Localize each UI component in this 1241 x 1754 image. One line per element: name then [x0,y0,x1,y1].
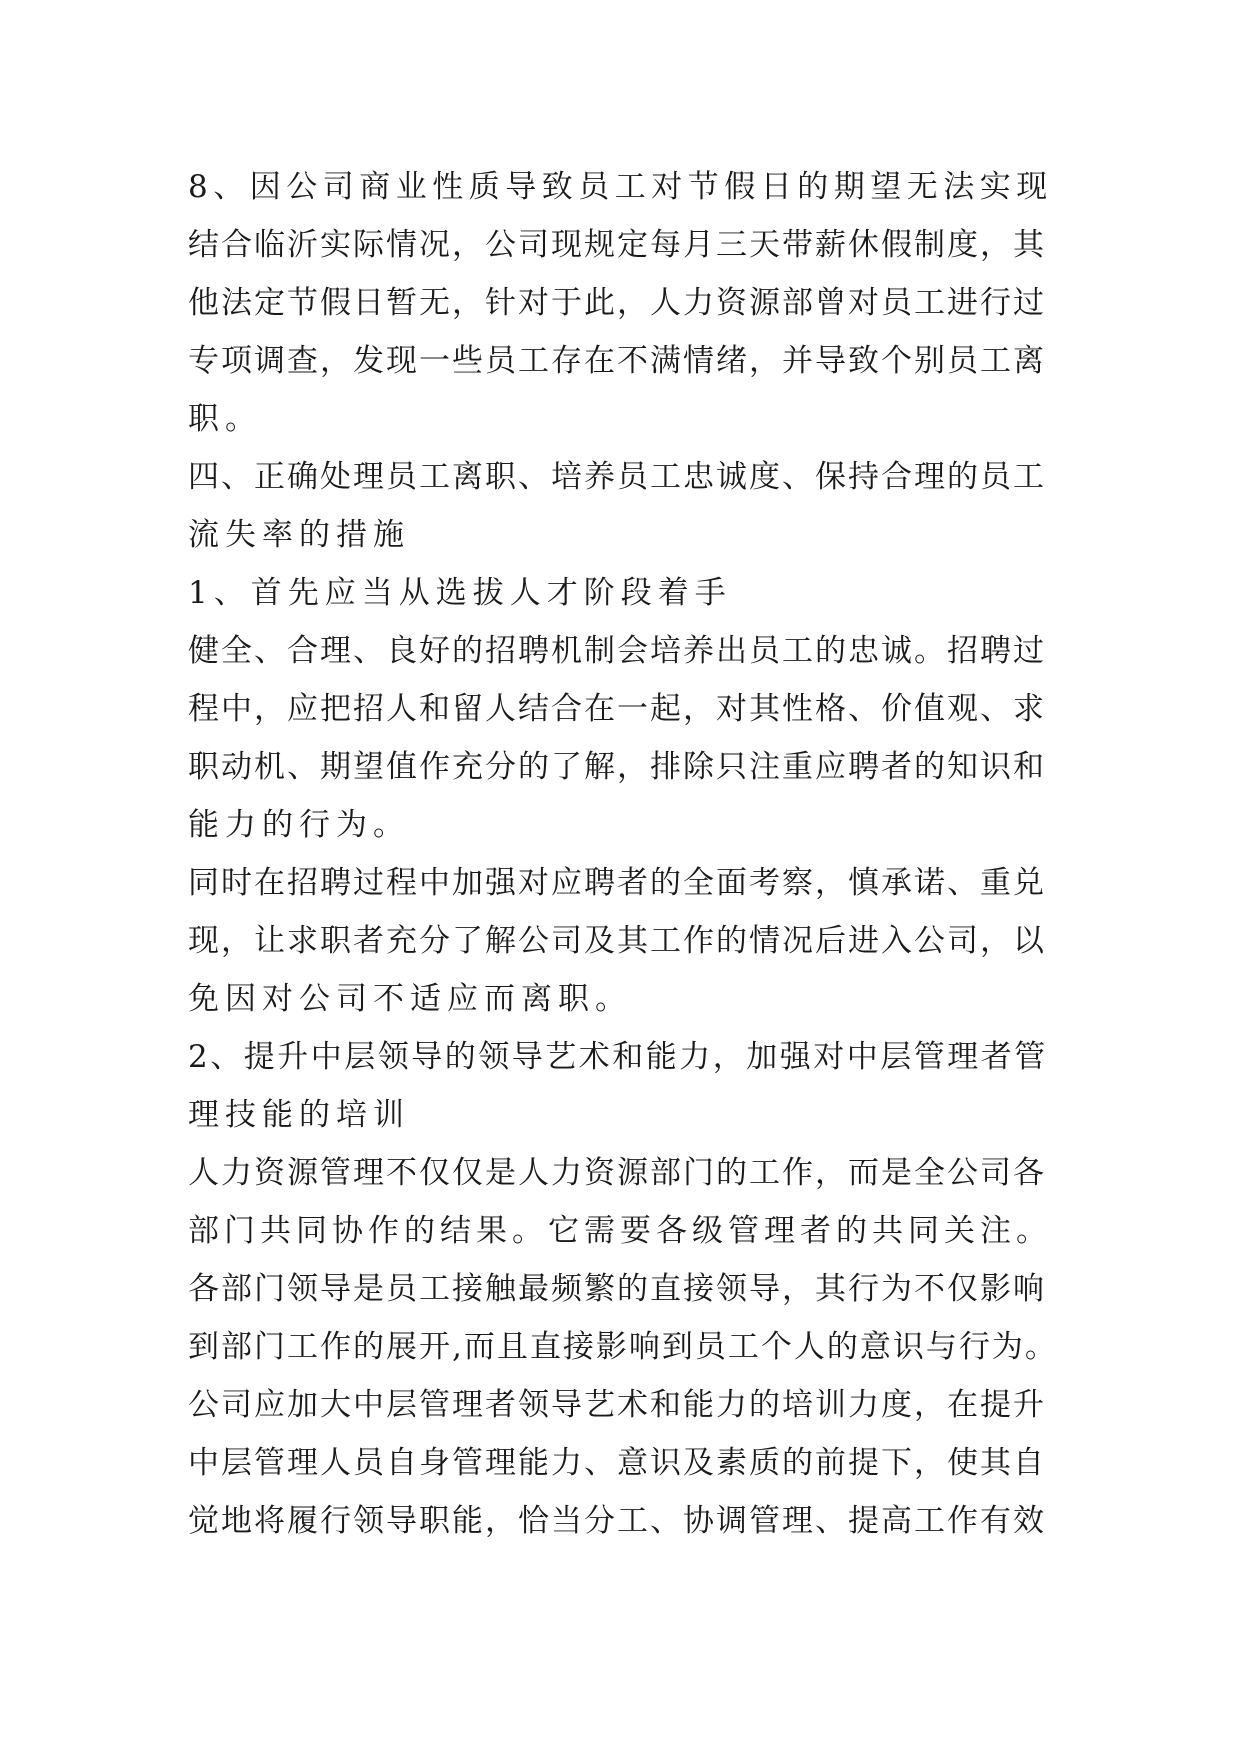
heading-item-2: 理技能的培训 [188,1097,410,1133]
body-text [188,158,1058,1550]
paragraph-line: 中层管理人员自身管理能力、意识及素质的前提下，使其自 [188,1445,1046,1481]
paragraph-line: 免因对公司不适应而离职。 [188,981,632,1017]
paragraph-line: 人力资源管理不仅仅是人力资源部门的工作，而是全公司各 [188,1155,1046,1191]
paragraph-line: 到部门工作的展开,而且直接影响到员工个人的意识与行为。 [188,1329,1058,1365]
paragraph-line: 觉地将履行领导职能，恰当分工、协调管理、提高工作有效 [188,1503,1046,1539]
paragraph-line: 部门共同协作的结果。它需要各级管理者的共同关注。 [188,1213,1052,1249]
heading-item-2: 2、提升中层领导的领导艺术和能力，加强对中层管理者管 [188,1039,1048,1075]
paragraph-line: 能力的行为。 [188,807,410,843]
paragraph-line: 他法定节假日暂无，针对于此，人力资源部曾对员工进行过 [188,285,1046,321]
section-heading-4: 流失率的措施 [188,517,410,553]
paragraph-line: 程中，应把招人和留人结合在一起，对其性格、价值观、求 [188,691,1046,727]
paragraph-line: 同时在招聘过程中加强对应聘者的全面考察，慎承诺、重兑 [188,865,1046,901]
heading-item-1: 1、首先应当从选拔人才阶段着手 [188,575,732,611]
paragraph-line: 各部门领导是员工接触最频繁的直接领导，其行为不仅影响 [188,1271,1046,1307]
heading-item-8: 8、因公司商业性质导致员工对节假日的期望无法实现 [188,169,1053,205]
paragraph-line: 职。 [188,401,262,437]
paragraph-line: 健全、合理、良好的招聘机制会培养出员工的忠诚。招聘过 [188,633,1046,669]
paragraph-line: 职动机、期望值作充分的了解，排除只注重应聘者的知识和 [188,749,1046,785]
section-heading-4: 四、正确处理员工离职、培养员工忠诚度、保持合理的员工 [188,459,1046,495]
paragraph-line: 结合临沂实际情况，公司现规定每月三天带薪休假制度，其 [188,227,1046,263]
paragraph-line: 专项调查，发现一些员工存在不满情绪，并导致个别员工离 [188,343,1046,379]
paragraph-line: 现，让求职者充分了解公司及其工作的情况后进入公司，以 [188,923,1046,959]
paragraph-line: 公司应加大中层管理者领导艺术和能力的培训力度，在提升 [188,1387,1046,1423]
